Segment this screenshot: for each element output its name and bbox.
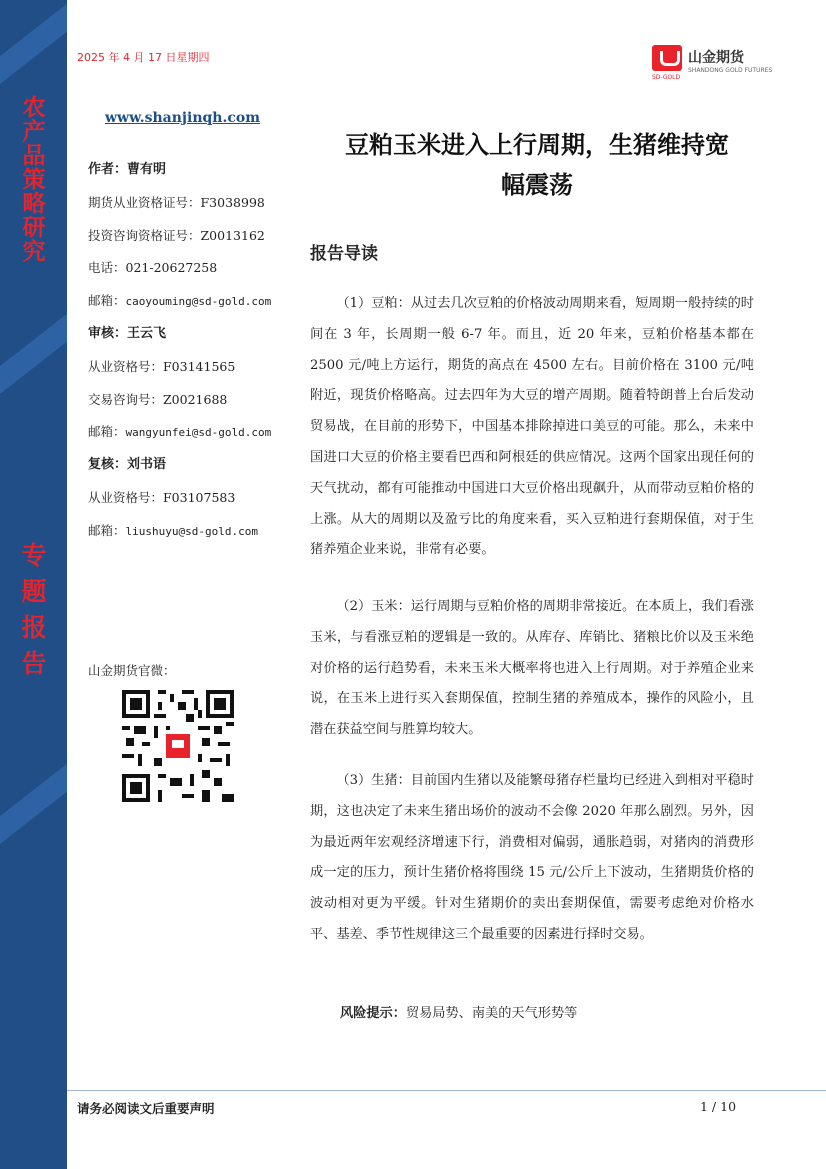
- report-title-line-1: 豆粕玉米进入上行周期，生猪维持宽: [345, 131, 729, 159]
- report-title-line-2: 幅震荡: [501, 171, 573, 199]
- author-email-label: 邮箱：: [88, 293, 126, 309]
- risk-warning: [340, 1002, 577, 1026]
- sidebar-stripe: [0, 277, 67, 405]
- checker-name: 复核：刘书语: [88, 457, 167, 473]
- company-logo: [652, 45, 772, 85]
- paragraph-hog: （3）生猪：目前国内生猪以及能繁母猪存栏量均已经进入到相对平稳时期，这也决定了未来生猪出场价的波动不会像 2020 年那么剧烈。另外，因为最近两年宏观经济增速下行，消费相对偏弱，通胀趋弱，对猪肉的消费形成一定的压力，预计生猪价格将围绕 15 元/公斤上下波动，生猪期货价格的波动相对更为平缓。针对生猪期价的卖出套期保值，需要考虑绝对价格水平、基差、季节性规律这三个最重要的因素进行择时交易。: [310, 773, 754, 942]
- author-cert: 期货从业资格证号：F3038998: [88, 194, 265, 210]
- paragraph-soymeal: （1）豆粕：从过去几次豆粕的价格波动周期来看，短周期一般持续的时间在 3 年，长周期一般 6-7 年。而且，近 20 年来，豆粕价格基本都在 2500 元/吨上方运行，期货的高点在 4500 左右。目前价格在 3100 元/吨附近，现货价格略高。过去四年为大豆的增产周期。随着特朗普上台后发动贸易战，在目前的形势下，中国基本排除掉进口美豆的可能。那么，未来中国进口大豆的价格主要看巴西和阿根廷的供应情况。这两个国家出现任何的天气扰动，都有可能推动中国进口大豆价格出现飙升，从而带动豆粕价格的上涨。从大的周期以及盈亏比的角度来看，买入豆粕进行套期保值，对于生猪养殖企业来说，非常有必要。: [310, 296, 754, 558]
- sidebar-stripe: [0, 727, 67, 855]
- footer-notice: 请务必阅读文后重要声明: [77, 1101, 215, 1116]
- checker-cert: 从业资格号：F03107583: [88, 489, 236, 505]
- risk-warning-label: 风险提示：: [340, 1006, 406, 1021]
- sidebar-report-type-label: 专题报告: [21, 541, 47, 678]
- reviewer-cert: 从业资格号：F03141565: [88, 358, 236, 374]
- checker-email-label: 邮箱：: [88, 522, 126, 538]
- website-link[interactable]: www.shanjinqh.com: [105, 110, 261, 126]
- sidebar-category-label: 农产品策略研究: [22, 95, 46, 265]
- author-email[interactable]: caoyouming@sd-gold.com: [125, 295, 272, 309]
- logo-mark-icon: [652, 45, 682, 71]
- logo-subtext: SD-GOLD: [652, 74, 681, 81]
- report-date: 2025 年 4 月 17 日星期四: [77, 51, 210, 64]
- report-title: [302, 125, 772, 205]
- author-name: 作者：曹有明: [88, 162, 167, 177]
- author-info: [88, 160, 293, 554]
- sidebar-band: [0, 0, 67, 1169]
- footer-divider: [67, 1090, 826, 1091]
- wechat-qr-code-icon: [122, 690, 234, 802]
- reviewer-email-label: 邮箱：: [88, 424, 126, 440]
- reviewer-invest-cert: 交易咨询号：Z0021688: [88, 391, 228, 407]
- checker-email[interactable]: liushuyu@sd-gold.com: [125, 524, 258, 538]
- reviewer-email[interactable]: wangyunfei@sd-gold.com: [125, 426, 272, 440]
- section-heading: 报告导读: [310, 244, 378, 264]
- sidebar-stripe: [0, 0, 67, 95]
- paragraph-corn: （2）玉米：运行周期与豆粕价格的周期非常接近。在本质上，我们看涨玉米，与看涨豆粕的逻辑是一致的。从库存、库销比、猪粮比价以及玉米绝对价格的运行趋势看，未来玉米大概率将也进入上行周期。对于养殖企业来说，在玉米上进行买入套期保值，控制生猪的养殖成本，操作的风险小，且潜在获益空间与胜算均较大。: [310, 599, 754, 738]
- author-invest-cert: 投资咨询资格证号：Z0013162: [88, 227, 265, 243]
- author-phone: 电话：021-20627258: [88, 260, 218, 276]
- logo-english-name: SHANDONG GOLD FUTURES: [688, 67, 773, 74]
- page-number: 1 / 10: [700, 1099, 737, 1114]
- risk-warning-text: 贸易局势、南美的天气形势等: [405, 1006, 578, 1021]
- reviewer-name: 审核：王云飞: [88, 325, 167, 341]
- logo-name: 山金期货: [688, 50, 744, 66]
- wechat-label: 山金期货官微：: [88, 663, 176, 678]
